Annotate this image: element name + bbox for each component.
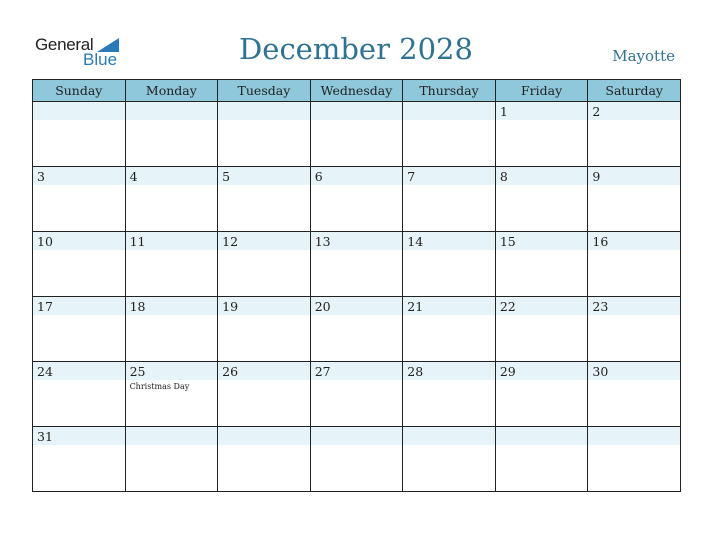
day-number: 5 <box>222 169 231 184</box>
day-cell-band <box>311 102 403 120</box>
day-cell-band <box>126 427 218 445</box>
weekday-header: Thursday <box>403 80 496 102</box>
weekday-header-row <box>33 80 681 102</box>
day-cell <box>125 167 218 232</box>
day-number: 24 <box>37 364 53 379</box>
day-cell <box>33 297 126 362</box>
day-cell <box>218 167 311 232</box>
day-cell <box>588 102 681 167</box>
day-cell-band <box>33 167 125 185</box>
day-number: 11 <box>129 234 146 249</box>
day-number: 12 <box>222 234 239 249</box>
day-cell-band <box>496 167 588 185</box>
week-row <box>33 102 681 167</box>
day-number: 29 <box>499 364 516 379</box>
day-cell-band <box>311 167 403 185</box>
day-number: 1 <box>499 104 508 119</box>
day-number: 3 <box>37 169 45 184</box>
weekday-header: Tuesday <box>218 80 311 102</box>
weekday-header: Monday <box>125 80 218 102</box>
day-cell <box>403 102 496 167</box>
weekday-header: Sunday <box>33 80 126 102</box>
day-cell <box>310 167 403 232</box>
day-cell-band <box>403 102 495 120</box>
day-number: 26 <box>222 364 239 379</box>
day-cell <box>125 427 218 492</box>
holiday-label: Christmas Day <box>129 382 190 391</box>
day-cell <box>588 167 681 232</box>
day-cell <box>588 297 681 362</box>
calendar-title: December 2028 <box>239 32 473 66</box>
day-number: 30 <box>592 364 609 379</box>
day-cell-band <box>218 427 310 445</box>
day-cell-band <box>403 427 495 445</box>
day-cell <box>310 297 403 362</box>
day-cell-band <box>218 102 310 120</box>
day-cell-band <box>496 427 588 445</box>
day-number: 6 <box>314 169 323 184</box>
day-cell <box>588 362 681 427</box>
day-cell <box>125 232 218 297</box>
day-number: 22 <box>499 299 516 314</box>
weekday-header: Saturday <box>588 80 681 102</box>
day-number: 16 <box>592 234 609 249</box>
week-row <box>33 167 681 232</box>
logo-text-blue: Blue <box>83 50 118 69</box>
week-row <box>33 362 681 427</box>
day-number: 7 <box>407 169 416 184</box>
day-cell <box>588 232 681 297</box>
day-cell-band <box>403 167 495 185</box>
day-cell-band <box>311 427 403 445</box>
day-number: 31 <box>37 429 53 444</box>
day-cell-band <box>588 167 680 185</box>
day-cell <box>495 427 588 492</box>
day-number: 15 <box>499 234 516 249</box>
day-cell <box>403 427 496 492</box>
day-cell <box>495 167 588 232</box>
day-cell-band <box>218 167 310 185</box>
day-number: 19 <box>222 299 239 314</box>
day-number: 20 <box>314 299 331 314</box>
day-cell-band <box>126 167 218 185</box>
day-cell <box>403 362 496 427</box>
day-cell <box>310 232 403 297</box>
day-cell <box>218 362 311 427</box>
day-cell-band <box>588 427 680 445</box>
day-cell <box>33 102 126 167</box>
day-number: 8 <box>499 169 508 184</box>
day-number: 13 <box>314 234 331 249</box>
week-row <box>33 427 681 492</box>
weekday-header: Friday <box>495 80 588 102</box>
day-cell <box>403 297 496 362</box>
day-cell <box>310 102 403 167</box>
day-cell <box>495 232 588 297</box>
day-cell <box>218 232 311 297</box>
week-row <box>33 232 681 297</box>
day-cell <box>125 102 218 167</box>
day-cell <box>33 427 126 492</box>
day-cell-band <box>588 102 680 120</box>
day-cell <box>218 102 311 167</box>
day-cell-band <box>33 102 125 120</box>
day-number: 18 <box>129 299 146 314</box>
day-number: 23 <box>592 299 609 314</box>
day-number: 25 <box>129 364 146 379</box>
day-cell <box>33 232 126 297</box>
week-row <box>33 297 681 362</box>
day-number: 9 <box>592 169 601 184</box>
day-cell-band <box>126 102 218 120</box>
logo-text-general: General <box>35 35 94 54</box>
region-label: Mayotte <box>612 47 675 65</box>
weekday-header: Wednesday <box>310 80 403 102</box>
day-number: 27 <box>314 364 331 379</box>
day-number: 4 <box>129 169 138 184</box>
day-number: 17 <box>37 299 53 314</box>
day-cell <box>125 362 218 427</box>
day-cell <box>33 167 126 232</box>
day-number: 10 <box>37 234 53 249</box>
day-number: 28 <box>407 364 424 379</box>
calendar-grid <box>32 79 681 492</box>
day-cell <box>310 362 403 427</box>
day-number: 2 <box>592 104 601 119</box>
day-cell <box>218 297 311 362</box>
day-cell <box>33 362 126 427</box>
day-number: 14 <box>407 234 424 249</box>
day-cell <box>495 102 588 167</box>
day-number: 21 <box>407 299 424 314</box>
day-cell <box>403 232 496 297</box>
day-cell <box>495 362 588 427</box>
day-cell <box>218 427 311 492</box>
day-cell <box>495 297 588 362</box>
day-cell <box>310 427 403 492</box>
day-cell <box>403 167 496 232</box>
day-cell <box>588 427 681 492</box>
day-cell <box>125 297 218 362</box>
day-cell-band <box>496 102 588 120</box>
